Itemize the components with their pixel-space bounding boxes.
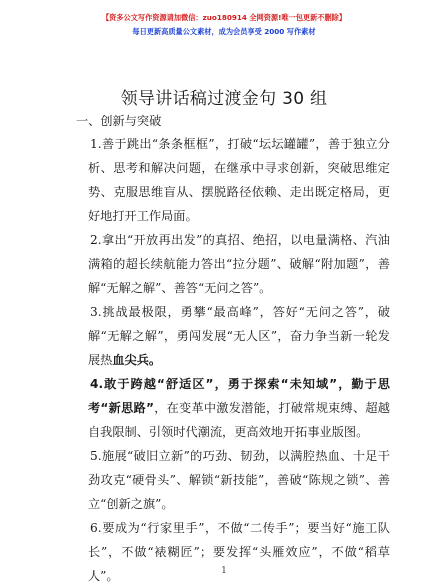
paragraph-2: 2.拿出“开放再出发”的真招、绝招，以电量满格、汽油满箱的超长续航能力答出“拉分题”、破解“附加题”，善解“无解之解”、善答“无问之答”。 bbox=[88, 233, 390, 295]
promo-banner-blue[interactable]: 每日更新高质量公文素材，成为会员享受 2000 写作素材 bbox=[132, 27, 316, 36]
section-heading: 一、创新与突破 bbox=[76, 114, 162, 128]
paragraph-5: 5.施展“破旧立新”的巧劲、韧劲，以满腔热血、十足干劲攻克“硬骨头”、解锁“新技能”，善破“陈规之锁”、善立“创新之旗”。 bbox=[88, 449, 390, 511]
document-title: 领导讲话稿过渡金句 30 组 bbox=[120, 89, 328, 109]
paragraph-3 bbox=[88, 300, 390, 372]
paragraph-4-rest: ，在变革中激发潜能，打破常规束缚、超越自我限制、引领时代潮流，更高效地开拓事业版图。 bbox=[88, 401, 390, 439]
paragraph-6: 6.要成为“行家里手”，不做“二传手”；要当好“施工队长”，不做“裱糊匠”；要发挥“头雁效应”，不做“稻草人”。 bbox=[88, 521, 390, 583]
paragraph-3-text: 3.挑战最极限，勇攀“最高峰”，答好“无问之答”，破解“无解之解”，勇闯发展“无人区”，奋力争当新一轮发展热 bbox=[88, 305, 390, 367]
page-number: 1 bbox=[221, 566, 227, 576]
paragraph-4-bold-head: 4.敢于跨越“舒适区”，勇于探索“未知域”，勤于思考“新思路” bbox=[88, 377, 390, 415]
paragraph-3-bold-tail: 血尖兵。 bbox=[112, 353, 162, 367]
promo-banner-red[interactable]: 【资多公文写作资源请加微信：zuo180914 全网资源!唯一包更新不删除】 bbox=[101, 13, 347, 22]
paragraph-4 bbox=[88, 372, 390, 444]
paragraph-1: 1.善于跳出“条条框框”，打破“坛坛罐罐”，善于独立分析、思考和解决问题，在继承中寻求创新，突破思维定势、克服思维盲从、摆脱路径依赖、走出既定格局，更好地打开工作局面。 bbox=[88, 137, 390, 223]
